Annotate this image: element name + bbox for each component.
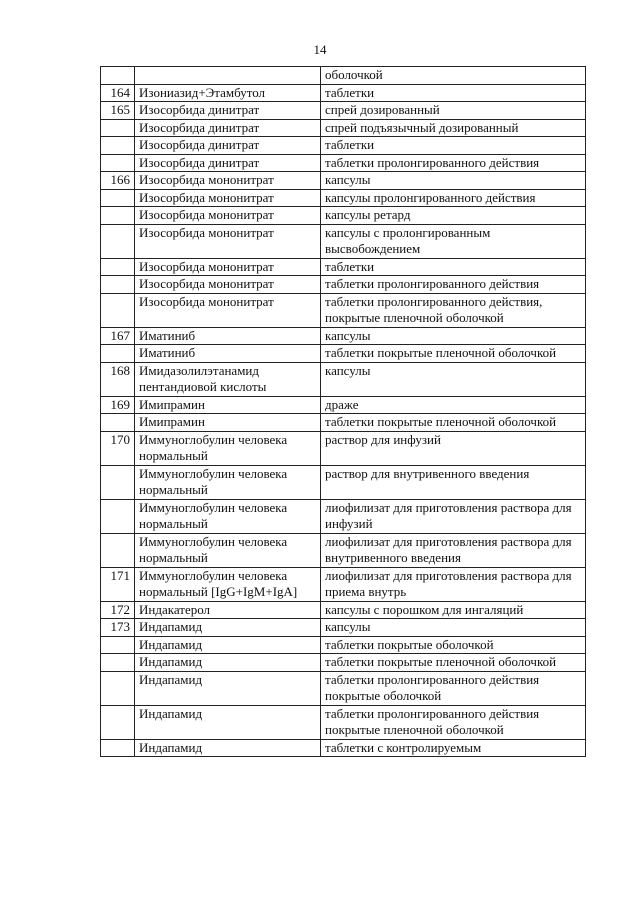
row-number-cell: 164 (101, 84, 135, 102)
dosage-form-cell: лиофилизат для приготовления раствора для приема внутрь (321, 567, 586, 601)
row-number-cell (101, 671, 135, 705)
drug-name-cell: Изониазид+Этамбутол (135, 84, 321, 102)
table-row (101, 84, 586, 102)
row-number-cell (101, 293, 135, 327)
row-number-cell (101, 137, 135, 155)
table-row (101, 154, 586, 172)
table-body (101, 67, 586, 757)
table-row (101, 705, 586, 739)
drug-name-cell: Имипрамин (135, 396, 321, 414)
row-number-cell (101, 739, 135, 757)
drug-name-cell: Изосорбида динитрат (135, 119, 321, 137)
dosage-form-cell: драже (321, 396, 586, 414)
dosage-form-cell: таблетки (321, 258, 586, 276)
dosage-form-cell: капсулы с порошком для ингаляций (321, 601, 586, 619)
dosage-form-cell: таблетки пролонгированного действия покрытые пленочной оболочкой (321, 705, 586, 739)
table-row (101, 102, 586, 120)
drug-name-cell: Иматиниб (135, 345, 321, 363)
drug-name-cell (135, 67, 321, 85)
row-number-cell: 165 (101, 102, 135, 120)
drug-name-cell: Изосорбида мононитрат (135, 207, 321, 225)
dosage-form-cell: таблетки пролонгированного действия (321, 154, 586, 172)
drug-name-cell: Изосорбида мононитрат (135, 172, 321, 190)
table-row (101, 739, 586, 757)
table-row (101, 465, 586, 499)
table-row (101, 345, 586, 363)
dosage-form-cell: таблетки покрытые оболочкой (321, 636, 586, 654)
drug-name-cell: Индапамид (135, 654, 321, 672)
dosage-form-cell: таблетки пролонгированного действия, покрытые пленочной оболочкой (321, 293, 586, 327)
table-row (101, 276, 586, 294)
dosage-form-cell: лиофилизат для приготовления раствора для инфузий (321, 499, 586, 533)
drug-name-cell: Изосорбида мононитрат (135, 258, 321, 276)
row-number-cell (101, 276, 135, 294)
row-number-cell: 173 (101, 619, 135, 637)
table-row (101, 654, 586, 672)
row-number-cell (101, 636, 135, 654)
drug-name-cell: Изосорбида динитрат (135, 102, 321, 120)
table-row (101, 67, 586, 85)
drug-name-cell: Имидазолилэтанамид пентандиовой кислоты (135, 362, 321, 396)
row-number-cell (101, 345, 135, 363)
dosage-form-cell: таблетки пролонгированного действия покрытые оболочкой (321, 671, 586, 705)
table-row (101, 533, 586, 567)
dosage-form-cell: спрей подъязычный дозированный (321, 119, 586, 137)
row-number-cell (101, 258, 135, 276)
dosage-form-cell: капсулы (321, 172, 586, 190)
row-number-cell: 171 (101, 567, 135, 601)
table-row (101, 414, 586, 432)
row-number-cell (101, 207, 135, 225)
dosage-form-cell: спрей дозированный (321, 102, 586, 120)
drug-name-cell: Иммуноглобулин человека нормальный [IgG+IgM+IgA] (135, 567, 321, 601)
drug-name-cell: Иматиниб (135, 327, 321, 345)
drug-name-cell: Изосорбида мононитрат (135, 276, 321, 294)
table-row (101, 362, 586, 396)
row-number-cell: 169 (101, 396, 135, 414)
dosage-form-cell: раствор для инфузий (321, 431, 586, 465)
dosage-form-cell: оболочкой (321, 67, 586, 85)
drug-name-cell: Иммуноглобулин человека нормальный (135, 431, 321, 465)
drug-name-cell: Индапамид (135, 739, 321, 757)
table-row (101, 567, 586, 601)
table-row (101, 293, 586, 327)
table-row (101, 137, 586, 155)
table-row (101, 619, 586, 637)
row-number-cell (101, 67, 135, 85)
drug-name-cell: Иммуноглобулин человека нормальный (135, 499, 321, 533)
drug-name-cell: Индакатерол (135, 601, 321, 619)
drug-name-cell: Индапамид (135, 671, 321, 705)
row-number-cell (101, 533, 135, 567)
dosage-form-cell: таблетки (321, 137, 586, 155)
dosage-form-cell: капсулы (321, 327, 586, 345)
dosage-form-cell: таблетки покрытые пленочной оболочкой (321, 654, 586, 672)
dosage-form-cell: капсулы (321, 362, 586, 396)
row-number-cell (101, 119, 135, 137)
row-number-cell (101, 224, 135, 258)
table-row (101, 671, 586, 705)
drug-name-cell: Изосорбида мононитрат (135, 293, 321, 327)
row-number-cell (101, 499, 135, 533)
dosage-form-cell: таблетки покрытые пленочной оболочкой (321, 345, 586, 363)
dosage-form-cell: таблетки с контролируемым (321, 739, 586, 757)
table-row (101, 172, 586, 190)
row-number-cell (101, 414, 135, 432)
row-number-cell: 166 (101, 172, 135, 190)
table-row (101, 189, 586, 207)
page-number: 14 (313, 42, 327, 57)
dosage-form-cell: капсулы пролонгированного действия (321, 189, 586, 207)
table-row (101, 207, 586, 225)
table-row (101, 327, 586, 345)
row-number-cell (101, 465, 135, 499)
drug-name-cell: Индапамид (135, 705, 321, 739)
row-number-cell: 170 (101, 431, 135, 465)
row-number-cell (101, 654, 135, 672)
table-row (101, 601, 586, 619)
drug-name-cell: Иммуноглобулин человека нормальный (135, 465, 321, 499)
row-number-cell (101, 189, 135, 207)
drug-name-cell: Индапамид (135, 636, 321, 654)
row-number-cell: 168 (101, 362, 135, 396)
drug-name-cell: Имипрамин (135, 414, 321, 432)
drug-name-cell: Индапамид (135, 619, 321, 637)
dosage-form-cell: раствор для внутривенного введения (321, 465, 586, 499)
dosage-form-cell: лиофилизат для приготовления раствора для внутривенного введения (321, 533, 586, 567)
row-number-cell: 172 (101, 601, 135, 619)
dosage-form-cell: таблетки (321, 84, 586, 102)
drug-name-cell: Изосорбида мононитрат (135, 189, 321, 207)
dosage-form-cell: капсулы с пролонгированным высвобождением (321, 224, 586, 258)
row-number-cell: 167 (101, 327, 135, 345)
table-row (101, 499, 586, 533)
table-row (101, 119, 586, 137)
row-number-cell (101, 705, 135, 739)
dosage-form-cell: капсулы ретард (321, 207, 586, 225)
table-row (101, 396, 586, 414)
dosage-form-cell: таблетки пролонгированного действия (321, 276, 586, 294)
drug-table (100, 66, 586, 757)
table-row (101, 431, 586, 465)
dosage-form-cell: таблетки покрытые пленочной оболочкой (321, 414, 586, 432)
table-row (101, 258, 586, 276)
drug-name-cell: Иммуноглобулин человека нормальный (135, 533, 321, 567)
row-number-cell (101, 154, 135, 172)
table-row (101, 636, 586, 654)
dosage-form-cell: капсулы (321, 619, 586, 637)
drug-name-cell: Изосорбида динитрат (135, 154, 321, 172)
table-row (101, 224, 586, 258)
drug-name-cell: Изосорбида мононитрат (135, 224, 321, 258)
drug-name-cell: Изосорбида динитрат (135, 137, 321, 155)
